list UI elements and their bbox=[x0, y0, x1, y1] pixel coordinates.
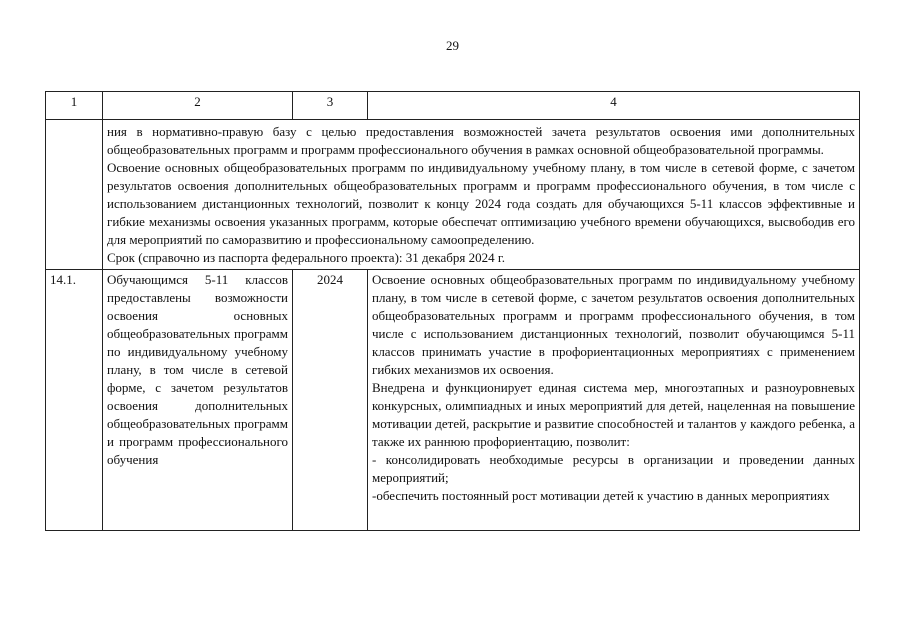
intro-paragraph-2: Освоение основных общеобразовательных программ по индивидуальному учебному плану, в том числе в сетевой форме, с зачетом результатов освоения дополнительных общеобразовательных программ и программ профессионального обучения, в том числе с использованием дистанционных технологий, позволит к концу 2024 года создать для обучающихся 5-11 классов эффективные и гибкие механизмы освоения указанных программ, которые обеспечат оптимизацию учебного времени обучающихся, высвободив его для мероприятий по саморазвитию и профессиональному самоопределению. bbox=[107, 160, 855, 247]
row-year: 2024 bbox=[293, 270, 368, 531]
column-header-4: 4 bbox=[368, 92, 860, 120]
page-number: 29 bbox=[446, 38, 459, 53]
row-description: Обучающимся 5-11 классов предоставлены возможности освоения основных общеобразовательных программ по индивидуальному учебному плану, в том числе в сетевой форме, с зачетом результатов освоения дополнительных общеобразовательных программ и программ профессионального обучения bbox=[103, 270, 293, 531]
table-row bbox=[46, 270, 860, 531]
intro-empty-cell bbox=[46, 120, 103, 270]
intro-row bbox=[46, 120, 860, 270]
intro-paragraph-1: ния в нормативно-правую базу с целью предоставления возможностей зачета результатов освоения ими дополнительных общеобразовательных программ и программ профессионального обучения в рамках основной общеобразовательной программы. bbox=[107, 124, 855, 157]
row-number: 14.1. bbox=[46, 270, 103, 531]
row-result-cell bbox=[368, 270, 860, 531]
column-header-3: 3 bbox=[293, 92, 368, 120]
intro-deadline: Срок (справочно из паспорта федерального проекта): 31 декабря 2024 г. bbox=[107, 250, 505, 265]
result-bullet-2: -обеспечить постоянный рост мотивации детей к участию в данных мероприятиях bbox=[372, 488, 830, 503]
document-table bbox=[45, 91, 860, 531]
result-paragraph-2: Внедрена и функционирует единая система мер, многоэтапных и разноуровневых конкурсных, олимпиадных и иных мероприятий для детей, нацеленная на повышение мотивации детей, раскрытие и развитие способностей и талантов у каждого ребенка, а также их раннюю профориентацию, позволит: bbox=[372, 380, 855, 449]
column-header-1: 1 bbox=[46, 92, 103, 120]
intro-text-cell bbox=[103, 120, 860, 270]
result-bullet-1: - консолидировать необходимые ресурсы в организации и проведении данных мероприятий; bbox=[372, 452, 855, 485]
table-header-row bbox=[46, 92, 860, 120]
result-paragraph-1: Освоение основных общеобразовательных программ по индивидуальному учебному плану, в том числе в сетевой форме, с зачетом результатов освоения дополнительных общеобразовательных программ и программ профессионального обучения, в том числе с использованием дистанционных технологий, позволит обучающимся 5-11 классов принимать участие в профориентационных мероприятиях с применением гибких механизмов их освоения. bbox=[372, 272, 855, 377]
column-header-2: 2 bbox=[103, 92, 293, 120]
